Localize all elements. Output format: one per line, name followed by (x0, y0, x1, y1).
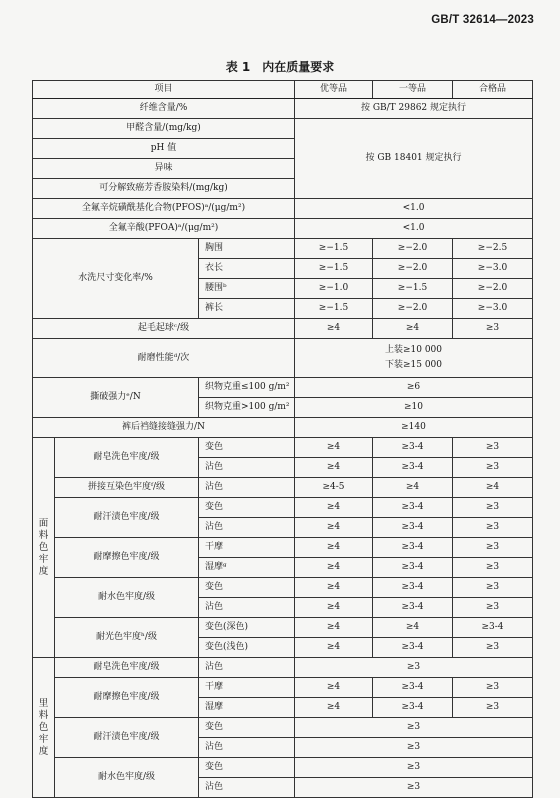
category-shell-label: 面料色牢度 (38, 517, 49, 577)
cell-first: ≥3-4 (373, 498, 453, 518)
table-row (33, 199, 533, 219)
cell-first: ≥3-4 (373, 558, 453, 578)
cell-superior: ≥4 (295, 458, 373, 478)
cell-first: ≥3-4 (373, 678, 453, 698)
cell-superior: ≥4-5 (295, 478, 373, 498)
table-row (33, 239, 533, 259)
cell-qualified: ≥3 (453, 538, 533, 558)
row-label: pH 值 (33, 139, 295, 159)
row-label: 耐汗渍色牢度/级 (55, 718, 199, 758)
sub-label: 织物克重≤100 g/m² (199, 378, 295, 398)
cell-superior: ≥4 (295, 578, 373, 598)
table-row (33, 378, 533, 398)
sub-label: 沾色 (199, 778, 295, 798)
cell-superior: ≥4 (295, 638, 373, 658)
row-label: 全氟辛酸(PFOA)ᵃ/(μg/m²) (33, 219, 295, 239)
row-value: ≥140 (295, 418, 533, 438)
sub-label: 沾色 (199, 658, 295, 678)
row-value: 按 GB 18401 规定执行 (295, 119, 533, 199)
col-grade-first: 一等品 (373, 81, 453, 99)
cell-qualified: ≥3 (453, 319, 533, 339)
sub-label: 沾色 (199, 738, 295, 758)
row-label: 耐摩擦色牢度/级 (55, 678, 199, 718)
cell-first: ≥3-4 (373, 518, 453, 538)
row-value: ≥3 (295, 778, 533, 798)
cell-superior: ≥4 (295, 558, 373, 578)
table-row (33, 658, 533, 678)
cell-qualified: ≥−3.0 (453, 299, 533, 319)
sub-label: 变色(浅色) (199, 638, 295, 658)
cell-qualified: ≥3 (453, 698, 533, 718)
row-label: 耐磨性能ᵈ/次 (33, 339, 295, 378)
col-grade-superior: 优等品 (295, 81, 373, 99)
sub-label: 变色 (199, 758, 295, 778)
cell-first: ≥3-4 (373, 638, 453, 658)
cell-first: ≥3-4 (373, 458, 453, 478)
cell-superior: ≥4 (295, 319, 373, 339)
row-label: 耐皂洗色牢度/级 (55, 658, 199, 678)
sub-label: 干摩 (199, 538, 295, 558)
cell-superior: ≥4 (295, 498, 373, 518)
cell-first: ≥3-4 (373, 578, 453, 598)
sub-label: 干摩 (199, 678, 295, 698)
row-label: 耐汗渍色牢度/级 (55, 498, 199, 538)
row-value: ≥10 (295, 398, 533, 418)
row-label: 起毛起球ᶜ/级 (33, 319, 295, 339)
cell-first: ≥3-4 (373, 438, 453, 458)
sub-label: 变色 (199, 718, 295, 738)
cell-first: ≥−2.0 (373, 259, 453, 279)
row-value: ≥3 (295, 658, 533, 678)
cell-superior: ≥4 (295, 438, 373, 458)
cell-first: ≥3-4 (373, 698, 453, 718)
table-row (33, 578, 533, 598)
row-label: 甲醛含量/(mg/kg) (33, 119, 295, 139)
cell-first: ≥−2.0 (373, 239, 453, 259)
sub-label: 变色 (199, 438, 295, 458)
row-value: 按 GB/T 29862 规定执行 (295, 99, 533, 119)
cell-qualified: ≥3 (453, 518, 533, 538)
row-label: 耐摩擦色牢度/级 (55, 538, 199, 578)
sub-label: 腰围ᵇ (199, 279, 295, 299)
cell-first: ≥4 (373, 319, 453, 339)
sub-label: 沾色 (199, 458, 295, 478)
cell-superior: ≥−1.5 (295, 259, 373, 279)
cell-qualified: ≥−2.0 (453, 279, 533, 299)
cell-superior: ≥−1.5 (295, 239, 373, 259)
category-shell (33, 438, 55, 658)
sub-label: 沾色 (199, 478, 295, 498)
table-row (33, 478, 533, 498)
row-label: 纤维含量/% (33, 99, 295, 119)
sub-label: 变色 (199, 498, 295, 518)
cell-first: ≥4 (373, 618, 453, 638)
table-row (33, 219, 533, 239)
cell-qualified: ≥3 (453, 678, 533, 698)
cell-superior: ≥−1.5 (295, 299, 373, 319)
row-value: ≥3 (295, 718, 533, 738)
row-label: 撕破强力ᵉ/N (33, 378, 199, 418)
table-row (33, 339, 533, 378)
sub-label: 沾色 (199, 598, 295, 618)
row-value: <1.0 (295, 219, 533, 239)
cell-superior: ≥4 (295, 518, 373, 538)
standard-number: GB/T 32614—2023 (431, 14, 534, 26)
sub-label: 胸围 (199, 239, 295, 259)
cell-first: ≥3-4 (373, 598, 453, 618)
row-label: 耐光色牢度ʰ/级 (55, 618, 199, 658)
table-row (33, 498, 533, 518)
sub-label: 裤长 (199, 299, 295, 319)
cell-qualified: ≥3 (453, 438, 533, 458)
col-grade-qualified: 合格品 (453, 81, 533, 99)
table-row (33, 678, 533, 698)
col-item: 项目 (33, 81, 295, 99)
table-row (33, 538, 533, 558)
sub-label: 变色(深色) (199, 618, 295, 638)
row-label: 全氟辛烷磺酰基化合物(PFOS)ᵃ/(μg/m²) (33, 199, 295, 219)
table-row (33, 718, 533, 738)
category-lining (33, 658, 55, 798)
row-value: ≥3 (295, 738, 533, 758)
cell-first: ≥−1.5 (373, 279, 453, 299)
table-header-row (33, 81, 533, 99)
cell-qualified: ≥3 (453, 498, 533, 518)
table-row (33, 119, 533, 139)
row-label: 水洗尺寸变化率/% (33, 239, 199, 319)
cell-qualified: ≥3 (453, 458, 533, 478)
abrasion-upper: 上装≥10 000 (384, 345, 443, 355)
table-row (33, 618, 533, 638)
cell-qualified: ≥3 (453, 638, 533, 658)
table-row (33, 418, 533, 438)
row-value: ≥6 (295, 378, 533, 398)
cell-qualified: ≥3-4 (453, 618, 533, 638)
row-label: 耐皂洗色牢度/级 (55, 438, 199, 478)
sub-label: 湿摩 (199, 698, 295, 718)
sub-label: 织物克重>100 g/m² (199, 398, 295, 418)
row-label: 耐水色牢度/级 (55, 758, 199, 798)
cell-first: ≥4 (373, 478, 453, 498)
cell-first: ≥−2.0 (373, 299, 453, 319)
cell-superior: ≥4 (295, 698, 373, 718)
cell-superior: ≥4 (295, 618, 373, 638)
table-title: 表 1 内在质量要求 (225, 60, 335, 74)
sub-label: 湿摩ᵍ (199, 558, 295, 578)
table-row (33, 438, 533, 458)
cell-qualified: ≥3 (453, 578, 533, 598)
table-row (33, 99, 533, 119)
row-label: 异味 (33, 159, 295, 179)
row-value: ≥3 (295, 758, 533, 778)
row-value: <1.0 (295, 199, 533, 219)
cell-qualified: ≥3 (453, 558, 533, 578)
cell-qualified: ≥4 (453, 478, 533, 498)
cell-qualified: ≥−3.0 (453, 259, 533, 279)
abrasion-lower: 下装≥15 000 (384, 360, 443, 370)
row-label: 拼接互染色牢度ᶠ/级 (55, 478, 199, 498)
sub-label: 衣长 (199, 259, 295, 279)
sub-label: 变色 (199, 578, 295, 598)
cell-first: ≥3-4 (373, 538, 453, 558)
row-label: 耐水色牢度/级 (55, 578, 199, 618)
category-lining-label: 里料色牢度 (38, 697, 49, 757)
table-row (33, 319, 533, 339)
row-label: 可分解致癌芳香胺染料/(mg/kg) (33, 179, 295, 199)
table-row (33, 758, 533, 778)
cell-superior: ≥4 (295, 598, 373, 618)
cell-superior: ≥−1.0 (295, 279, 373, 299)
sub-label: 沾色 (199, 518, 295, 538)
cell-qualified: ≥−2.5 (453, 239, 533, 259)
row-label: 裤后裆缝接缝强力/N (33, 418, 295, 438)
cell-superior: ≥4 (295, 538, 373, 558)
row-value (295, 339, 533, 378)
cell-superior: ≥4 (295, 678, 373, 698)
quality-requirements-table (32, 80, 533, 798)
cell-qualified: ≥3 (453, 598, 533, 618)
